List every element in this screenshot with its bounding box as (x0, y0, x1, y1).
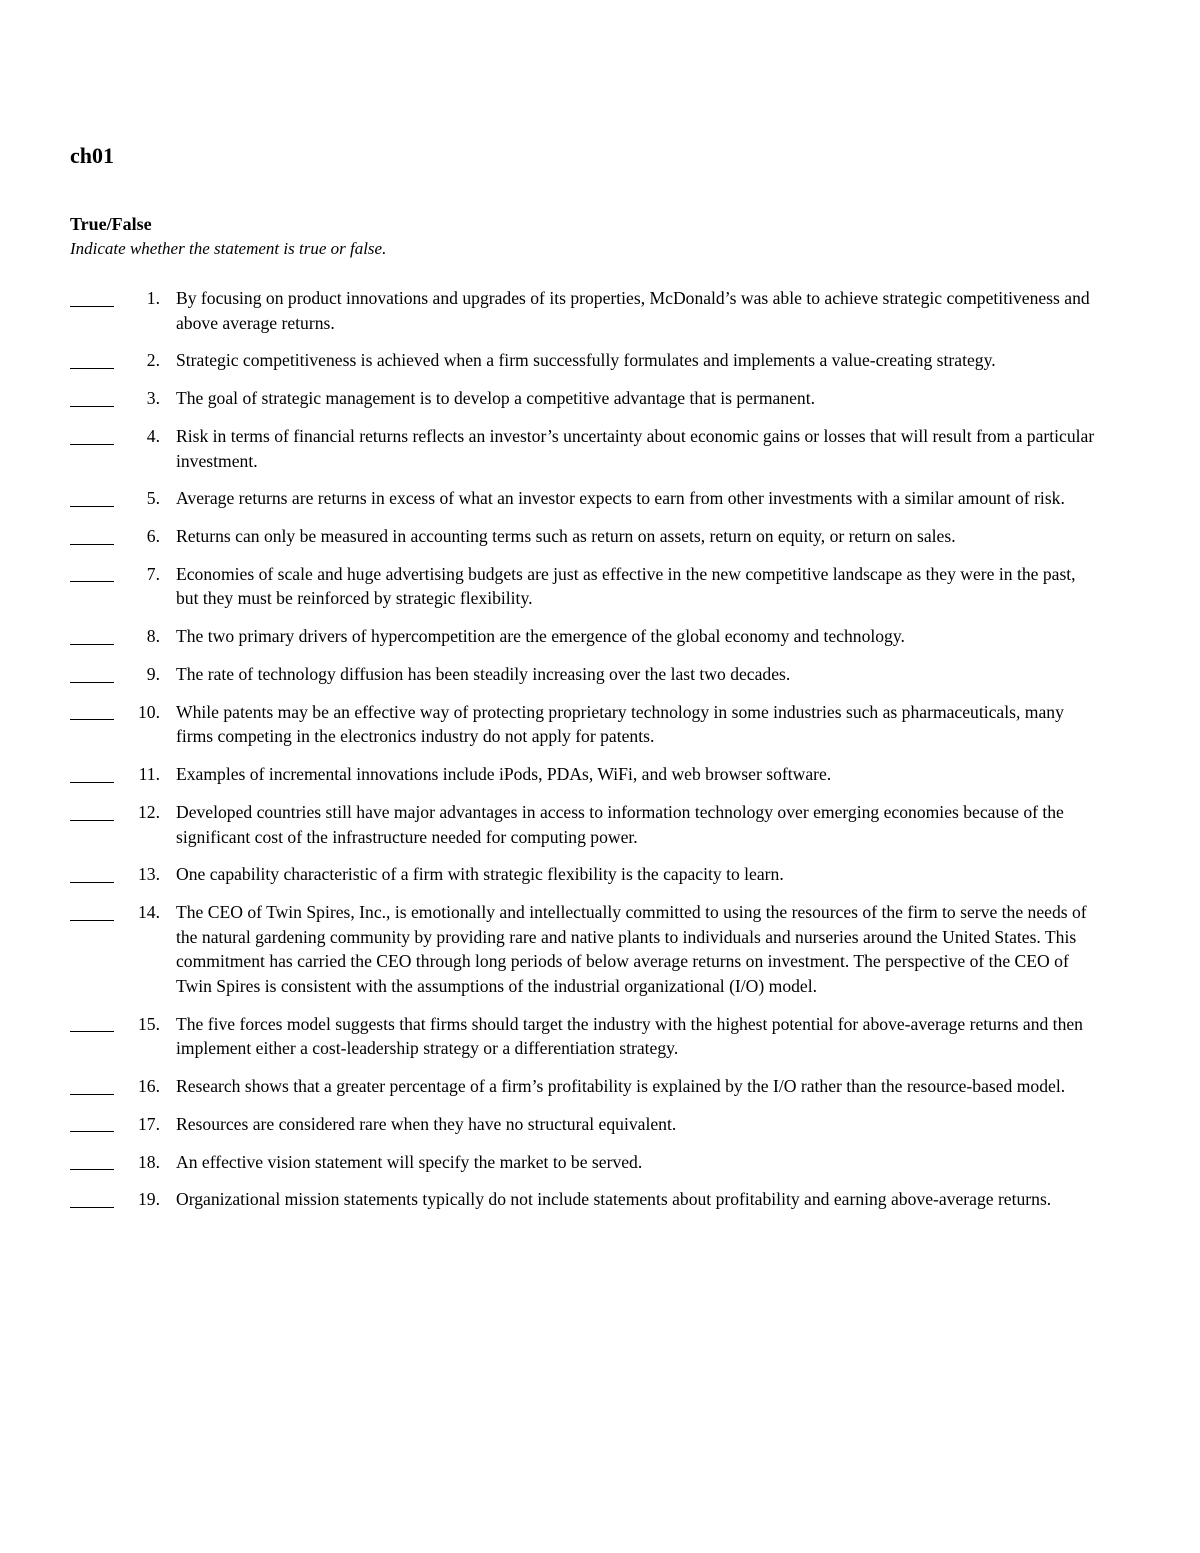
question-number: 15. (138, 1013, 160, 1034)
question-item (70, 762, 1130, 787)
question-text: One capability characteristic of a firm with strategic flexibility is the capacity to learn. (176, 864, 784, 885)
answer-blank[interactable] (70, 1150, 114, 1175)
question-text: The goal of strategic management is to develop a competitive advantage that is permanent. (176, 388, 816, 409)
question-item (70, 562, 1130, 611)
answer-blank[interactable] (70, 862, 114, 887)
question-item (70, 424, 1130, 473)
question-number: 10. (138, 701, 160, 722)
question-item (70, 524, 1130, 549)
question-text: Returns can only be measured in accounting terms such as return on assets, return on equity, or return on sales. (176, 526, 956, 547)
question-number: 9. (146, 664, 160, 685)
question-item (70, 662, 1130, 687)
question-text: Developed countries still have major advantages in access to information technology over emerging economies because of the significant cost of the infrastructure needed for computing power. (176, 801, 1064, 847)
answer-blank[interactable] (70, 1187, 114, 1212)
question-number: 6. (146, 526, 160, 547)
answer-blank[interactable] (70, 624, 114, 649)
answer-blank[interactable] (70, 700, 114, 725)
question-item (70, 1012, 1130, 1061)
question-number: 16. (138, 1076, 160, 1097)
question-text: An effective vision statement will specify the market to be served. (176, 1151, 643, 1172)
answer-blank[interactable] (70, 348, 114, 373)
section-instructions: Indicate whether the statement is true or false. (70, 239, 387, 258)
answer-blank[interactable] (70, 524, 114, 549)
question-number: 1. (146, 288, 160, 308)
question-item (70, 1112, 1130, 1137)
question-text: Risk in terms of financial returns reflects an investor’s uncertainty about economic gains or losses that will result from a particular investment. (176, 425, 1095, 471)
question-number: 3. (146, 388, 160, 409)
question-item (70, 386, 1130, 411)
question-item (70, 486, 1130, 511)
question-item (70, 1074, 1130, 1099)
answer-blank[interactable] (70, 424, 114, 449)
question-item (70, 862, 1130, 887)
question-number: 5. (146, 488, 160, 509)
question-number: 19. (138, 1189, 160, 1210)
answer-blank[interactable] (70, 386, 114, 411)
answer-blank[interactable] (70, 1012, 114, 1037)
answer-blank[interactable] (70, 900, 114, 925)
answer-blank[interactable] (70, 800, 114, 825)
answer-blank[interactable] (70, 662, 114, 687)
question-number: 12. (138, 801, 160, 822)
question-number: 7. (146, 563, 160, 584)
question-item (70, 624, 1130, 649)
question-item (70, 1150, 1130, 1175)
answer-blank[interactable] (70, 486, 114, 511)
question-text: The rate of technology diffusion has been steadily increasing over the last two decades. (176, 664, 791, 685)
question-text: By focusing on product innovations and upgrades of its properties, McDonald’s was able to achieve strategic competitiveness and above average returns. (176, 288, 1090, 333)
question-item (70, 700, 1130, 749)
question-item (70, 348, 1130, 373)
question-item (70, 800, 1130, 849)
question-text: The CEO of Twin Spires, Inc., is emotionally and intellectually committed to using the resources of the firm to serve the needs of the natural gardening community by providing rare and native plants to individuals and nurseries around the United States. This commitment has carried the CEO through long periods of below average returns on investment. The perspective of the CEO of Twin Spires is consistent with the assumptions of the industrial organizational (I/O) model. (176, 902, 1087, 996)
question-item (70, 286, 1130, 335)
question-text: The two primary drivers of hypercompetition are the emergence of the global economy and technology. (176, 626, 905, 647)
question-text: Economies of scale and huge advertising budgets are just as effective in the new competitive landscape as they were in the past, but they must be reinforced by strategic flexibility. (176, 563, 1076, 609)
answer-blank[interactable] (70, 1112, 114, 1137)
document-title: ch01 (70, 143, 114, 168)
question-number: 18. (138, 1151, 160, 1172)
question-text: Strategic competitiveness is achieved when a firm successfully formulates and implements a value-creating strategy. (176, 350, 996, 371)
question-text: Organizational mission statements typically do not include statements about profitability and earning above-average returns. (176, 1189, 1052, 1210)
answer-blank[interactable] (70, 286, 114, 311)
question-number: 17. (138, 1113, 160, 1134)
question-number: 8. (146, 626, 160, 647)
question-item (70, 1187, 1130, 1212)
question-number: 2. (146, 350, 160, 371)
answer-blank[interactable] (70, 762, 114, 787)
question-text: Average returns are returns in excess of what an investor expects to earn from other investments with a similar amount of risk. (176, 488, 1065, 509)
question-item (70, 900, 1130, 998)
question-number: 4. (146, 425, 160, 446)
question-text: The five forces model suggests that firms should target the industry with the highest potential for above-average returns and then implement either a cost-leadership strategy or a differentiation strategy. (176, 1013, 1083, 1059)
question-number: 14. (138, 902, 160, 923)
answer-blank[interactable] (70, 1074, 114, 1099)
question-number: 13. (138, 864, 160, 885)
answer-blank[interactable] (70, 562, 114, 587)
question-number: 11. (138, 764, 160, 785)
question-list (70, 286, 1130, 1225)
question-text: Resources are considered rare when they have no structural equivalent. (176, 1113, 677, 1134)
question-text: Research shows that a greater percentage of a firm’s profitability is explained by the I/O rather than the resource-based model. (176, 1076, 1066, 1097)
question-text: While patents may be an effective way of protecting proprietary technology in some industries such as pharmaceuticals, many firms competing in the electronics industry do not apply for patents. (176, 701, 1064, 747)
section-title: True/False (70, 214, 152, 234)
question-text: Examples of incremental innovations include iPods, PDAs, WiFi, and web browser software. (176, 764, 832, 785)
